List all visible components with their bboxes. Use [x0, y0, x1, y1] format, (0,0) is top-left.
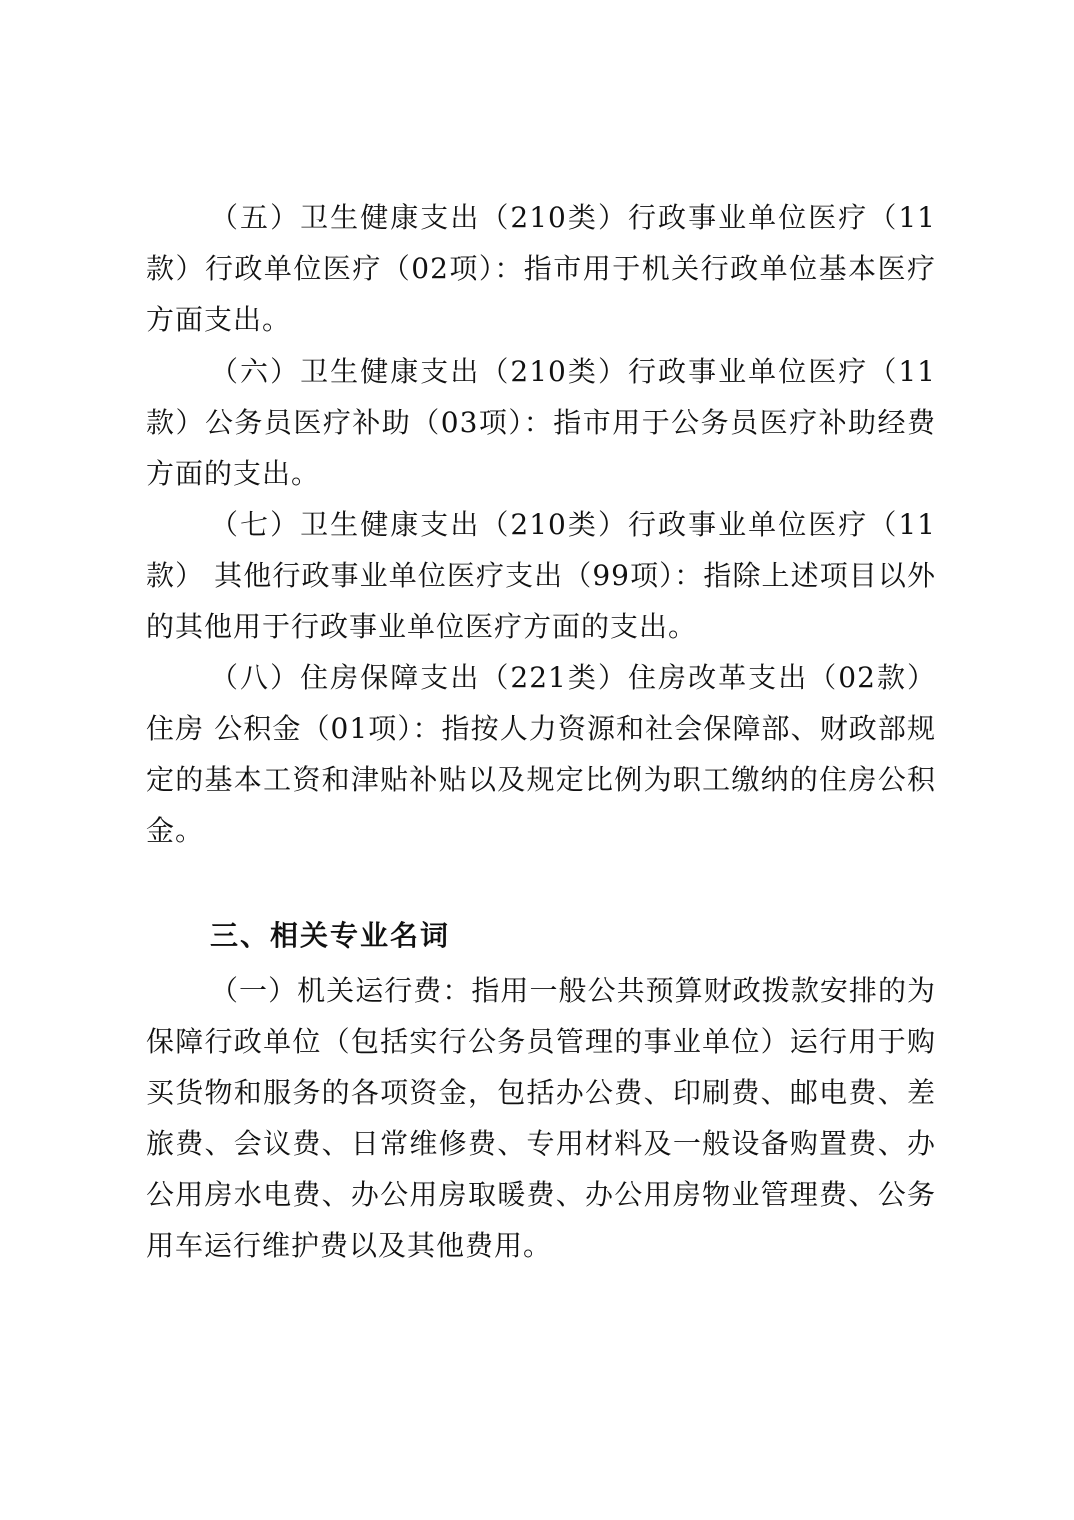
paragraph-item-5: （五）卫生健康支出（210类）行政事业单位医疗（11款）行政单位医疗（02项）：指市用于机关行政单位基本医疗方面支出。 [146, 201, 936, 336]
paragraph-term-1: （一）机关运行费：指用一般公共预算财政拨款安排的为保障行政单位（包括实行公务员管理的事业单位）运行用于购买货物和服务的各项资金，包括办公费、印刷费、邮电费、差旅费、会议费、日常维修费、专用材料及一般设备购置费、办公用房水电费、办公用房取暖费、办公用房物业管理费、公务用车运行维护费以及其他费用。 [146, 974, 936, 1262]
paragraph-item-6: （六）卫生健康支出（210类）行政事业单位医疗（11款）公务员医疗补助（03项）：指市用于公务员医疗补助经费方面的支出。 [146, 355, 936, 490]
paragraph-item-8: （八）住房保障支出（221类）住房改革支出（02款）住房 公积金（01项）：指按人力资源和社会保障部、财政部规定的基本工资和津贴补贴以及规定比例为职工缴纳的住房公积金。 [146, 661, 936, 847]
section-heading: 三、相关专业名词 [210, 919, 451, 952]
paragraph-item-7: （七）卫生健康支出（210类）行政事业单位医疗（11款） 其他行政事业单位医疗支出（99项）：指除上述项目以外的其他用于行政事业单位医疗方面的支出。 [146, 508, 936, 643]
